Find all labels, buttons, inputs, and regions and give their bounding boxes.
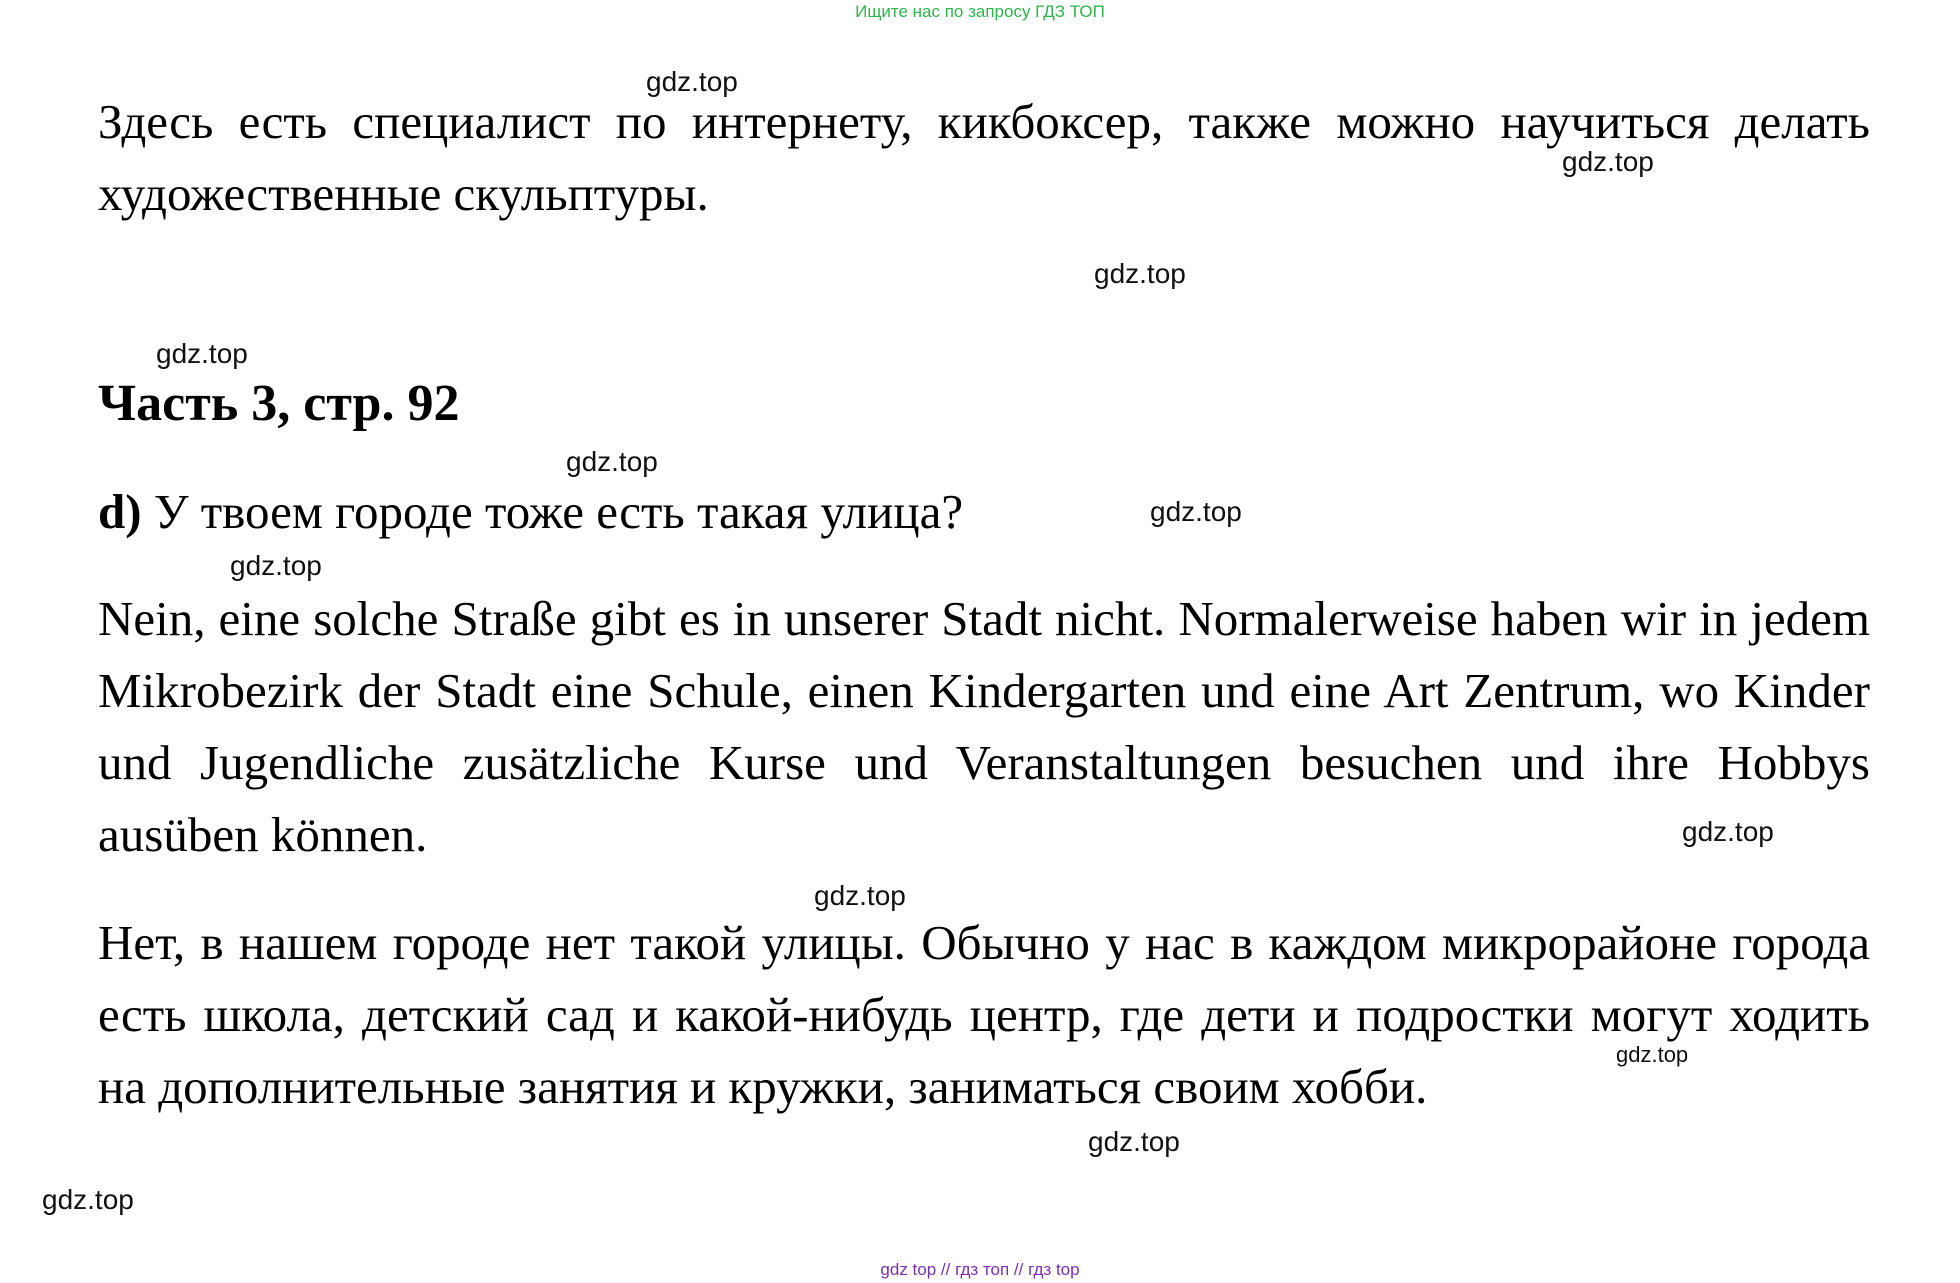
- watermark: gdz.top: [1094, 258, 1186, 289]
- watermark: gdz.top: [1616, 1042, 1689, 1067]
- intro-paragraph: Здесь есть специалист по интернету, кикбоксер, также можно научиться делать художественные скульптуры.: [98, 94, 1870, 221]
- watermark: gdz.top: [1088, 1126, 1180, 1157]
- question-text: У твоем городе тоже есть такая улица?: [153, 484, 964, 539]
- watermark: gdz.top: [42, 1184, 134, 1215]
- watermark: gdz.top: [1150, 496, 1242, 527]
- german-answer-paragraph: Nein, eine solche Straße gibt es in unserer Stadt nicht. Normalerweise haben wir in jedem Mikrobezirk der Stadt eine Schule, einen Kindergarten und eine Art Zentrum, wo Kinder und Jugendliche zusätzliche Kurse und Veranstaltungen besuchen und ihre Hobbys ausüben können.: [98, 591, 1870, 862]
- watermark: gdz.top: [230, 550, 322, 581]
- watermark: gdz.top: [1562, 146, 1654, 177]
- bottom-footer-banner: gdz top // гдз топ // гдз top: [880, 1260, 1080, 1279]
- question-line: [98, 482, 963, 542]
- russian-answer-paragraph: Нет, в нашем городе нет такой улицы. Обычно у нас в каждом микрорайоне города есть школа, детский сад и какой-нибудь центр, где дети и подростки могут ходить на дополнительные занятия и кружки, заниматься своим хобби.: [98, 915, 1870, 1114]
- top-search-banner: Ищите нас по запросу ГДЗ ТОП: [855, 2, 1105, 21]
- section-heading: Часть 3, стр. 92: [98, 375, 460, 432]
- watermark: gdz.top: [566, 446, 658, 477]
- watermark: gdz.top: [646, 66, 738, 97]
- watermark: gdz.top: [814, 880, 906, 911]
- watermark: gdz.top: [156, 338, 248, 369]
- question-label: d): [98, 484, 142, 539]
- watermark: gdz.top: [1682, 816, 1774, 847]
